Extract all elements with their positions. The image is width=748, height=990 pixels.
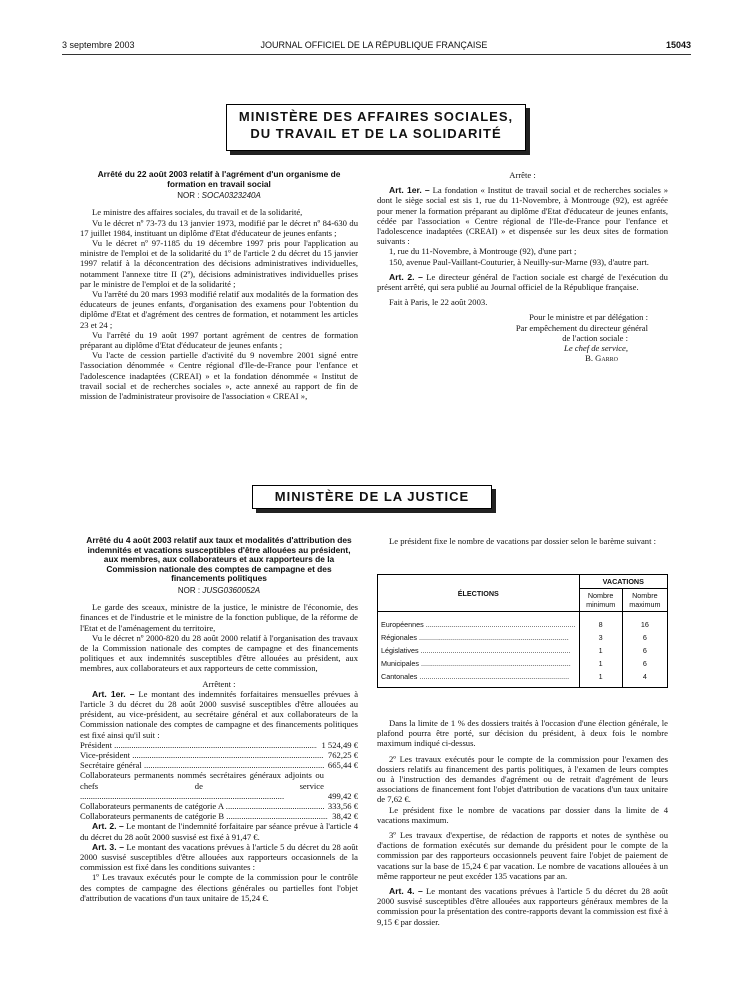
amount-value: 665,44 € (327, 760, 358, 771)
decree1-left-column (80, 170, 358, 401)
amount-label: Collaborateurs permanents de catégorie B ..... (80, 811, 328, 821)
amount-label: Président ..... (80, 740, 317, 750)
amount-row (80, 811, 358, 821)
amount-label: Secrétaire général ..... (80, 760, 324, 770)
article-text: Le montant des indemnités forfaitaires mensuelles prévues à l'article 3 du décret du 28 août 2000 susvisé susceptibles d'être allouées au président, au vice-président, au secrétaire général et aux collaborateurs de la Commission nationale des comptes de campagne et des financements politiques est fixé ainsi qu'il suit : (80, 688, 359, 740)
amount-label: Collaborateurs permanents de catégorie A ..... (80, 801, 324, 811)
decree2-right-column-intro (377, 536, 668, 546)
article-label: Art. 1er. – (389, 185, 430, 196)
amount-row (80, 770, 358, 801)
amount-value: 762,25 € (327, 750, 358, 761)
paragraph: Vu l'arrêté du 20 mars 1993 modifié relatif aux modalités de la formation des éducateurs de jeunes enfants, d'organisation des examens pour l'obtention du diplôme d'Etat et d'agrément des centres de formation, et notamment les articles 23 et 24 ; (80, 289, 358, 330)
decree1-nor (80, 191, 358, 201)
signatory-name: B. Garro (585, 353, 618, 364)
paragraph: Vu le décret nº 73-73 du 13 janvier 1973, modifié par le décret nº 84-630 du 17 juillet 1984, instituant un diplôme d'Etat d'éducateur de jeunes enfants ; (80, 217, 358, 238)
row-max: 6 (622, 657, 667, 670)
row-label: Législatives ..... (381, 646, 576, 655)
table-row (378, 657, 668, 670)
ministry-heading-line2: DU TRAVAIL ET DE LA SOLIDARITÉ (250, 126, 502, 141)
row-max: 6 (622, 644, 667, 657)
paragraph: 2º Les travaux exécutés pour le compte de la commission pour l'examen des dossiers relatifs au financement des partis politiques, à l'examen de leurs comptes ou à l'instruction des demandes d'agrément ou de retrait d'agrément de leurs associations de financement font l'objet d'attribution de vacations d'un taux unitaire de 7,62 €. (377, 753, 668, 805)
row-min: 1 (579, 657, 622, 670)
article-text: Le montant de l'indemnité forfaitaire par séance prévue à l'article 4 du décret du 28 août 2000 susvisé est fixé à 91,47 €. (80, 821, 358, 842)
row-min: 1 (579, 644, 622, 657)
row-label: Municipales ..... (381, 659, 576, 668)
page-number: 15043 (665, 40, 691, 50)
arrete-heading: Arrête : (509, 170, 536, 180)
col-header-max: Nombre maximum (622, 589, 667, 612)
article-text: Le montant des vacations prévues à l'article 5 du décret du 28 août 2000 susvisé susceptibles d'être allouées aux rapporteurs occasionnels de la commission est fixé dans les conditions suivantes : (80, 841, 358, 873)
amount-label: Collaborateurs permanents nommés secrétaires généraux adjoints ou chefs de service ..... (80, 770, 324, 801)
table-intro: Le président fixe le nombre de vacations par dossier selon le barème suivant : (389, 536, 657, 546)
amount-value: 499,42 € (327, 790, 358, 801)
article-label: Art. 3. – (92, 841, 124, 852)
amount-row (80, 750, 358, 760)
decree1-title: Arrêté du 22 août 2003 relatif à l'agrément d'un organisme de formation en travail social (97, 169, 341, 189)
ministry-heading-line1: MINISTÈRE DES AFFAIRES SOCIALES, (238, 109, 514, 124)
paragraph: Vu le décret nº 97-1185 du 19 décembre 1997 pris pour l'application au ministre de l'emploi et de la solidarité du 1º de l'article 2 du décret du 15 janvier 1997 relatif à la déconcentration des décisions administratives individuelles, notamment l'annexe titre II (2º), décisions administratives individuelles prises par le ministre de l'emploi et de la solidarité ; (80, 238, 358, 289)
journal-title: JOURNAL OFFICIEL DE LA RÉPUBLIQUE FRANÇAISE (260, 40, 488, 50)
nor-code: SOCA0323240A (201, 191, 261, 201)
article-label: Art. 4. – (389, 886, 423, 897)
article-text: Le montant des vacations prévues à l'article 5 du décret du 28 août 2000 susvisé susceptibles d'être allouées aux rapporteurs généraux membres de la commission pour la présentation des contre-rapports devant la commission est fixé à 9,15 € par dossier. (377, 886, 668, 927)
table-row (378, 612, 668, 632)
article-1 (377, 185, 668, 246)
decree2-title: Arrêté du 4 août 2003 relatif aux taux et modalités d'attribution des indemnités et vacations susceptibles d'être allouées au président, aux membres, aux collaborateurs et aux rapporteurs de la Commission nationale des comptes de campagne et des financements politiques (86, 535, 352, 584)
table-row (378, 644, 668, 657)
row-min: 3 (579, 631, 622, 644)
row-label: Européennes ..... (381, 620, 576, 629)
article-2 (377, 272, 668, 292)
article-text: Le directeur général de l'action sociale est chargé de l'exécution du présent arrêté, qui sera publié au Journal officiel de la République française. (377, 271, 668, 293)
ministry-heading-line1: MINISTÈRE DE LA JUSTICE (274, 489, 470, 504)
row-max: 6 (622, 631, 667, 644)
article-label: Art. 1er. – (92, 688, 135, 699)
site-1: 1, rue du 11-Novembre, à Montrouge (92), d'une part ; (389, 246, 577, 257)
paragraph: Le ministre des affaires sociales, du travail et de la solidarité, (92, 207, 303, 218)
paragraph: Le garde des sceaux, ministre de la justice, le ministre de l'économie, des finances et de l'industrie et le ministre de la fonction publique, de la réforme de l'Etat et de l'aménagement du territoire, (80, 602, 358, 633)
signature-line: Pour le ministre et par délégation : (529, 312, 648, 323)
arretent-heading: Arrêtent : (202, 678, 236, 689)
col-header-elections: ÉLECTIONS (378, 575, 580, 612)
article-4 (377, 886, 668, 927)
amount-row (80, 760, 358, 770)
nor-label: NOR : (177, 585, 201, 595)
row-label: Cantonales ..... (381, 672, 576, 681)
decree2-left-column (80, 536, 358, 903)
header-date: 3 septembre 2003 (62, 40, 135, 50)
amount-row (80, 801, 358, 811)
signature-line: Par empêchement du directeur général (515, 322, 648, 333)
nor-label: NOR : (177, 191, 200, 201)
amount-row (80, 740, 358, 750)
decree2-nor (80, 586, 358, 596)
amount-value: 333,56 € (327, 801, 358, 812)
done-at: Fait à Paris, le 22 août 2003. (389, 297, 488, 308)
paragraph: Vu l'arrêté du 19 août 1997 portant agrément de centres de formation préparant au diplôme d'Etat d'éducateur de jeunes enfants ; (80, 329, 358, 351)
col-header-min: Nombre minimum (579, 589, 622, 612)
article-2 (80, 821, 358, 841)
vacations-table (377, 574, 668, 688)
row-max: 4 (622, 670, 667, 688)
article-3 (80, 842, 358, 873)
signature-line: de l'action sociale : (562, 332, 628, 343)
paragraph: 3º Les travaux d'expertise, de rédaction de rapports et notes de synthèse ou d'actions de formation exécutés sur demande du président pour le compte de la commission par des rapporteurs occasionnels peuvent faire l'objet de paiement de vacations sur la base de 15,24 € par vacation. Le nombre de vacations allouées à un même rapporteur ne peut excéder 135 vacations par an. (377, 830, 668, 881)
col-header-vacations: VACATIONS (579, 575, 667, 589)
article-label: Art. 2. – (389, 271, 423, 282)
decree2-right-column (377, 718, 668, 927)
ministry-heading-social (226, 104, 526, 151)
site-2: 150, avenue Paul-Vaillant-Couturier, à Neuilly-sur-Marne (93), d'autre part. (389, 256, 649, 267)
ministry-heading-justice (252, 485, 492, 509)
paragraph: Dans la limite de 1 % des dossiers traités à l'occasion d'une élection générale, le plafond pourra être porté, sur décision du président, à deux fois le nombre maximum indiqué ci-dessus. (377, 718, 668, 749)
header-rule (62, 54, 691, 55)
paragraph: Le président fixe le nombre de vacations par dossier dans la limite de 4 vacations maximum. (377, 804, 668, 825)
signature-line: Le chef de service, (564, 343, 628, 354)
paragraph: Vu l'acte de cession partielle d'activité du 9 novembre 2001 signé entre l'association dénommée « Centre régional d'Ile-de-France pour l'enfance et l'adolescence inadaptées (CREAI) » et la fondation dénommée « Institut de travail social et de recherches sociales », acte annexé au rapport de fin de mission de l'administrateur provisoire de l'association « CREAI », (80, 350, 358, 402)
article-3-item-1: 1º Les travaux exécutés pour le compte de la commission pour le contrôle des comptes de campagne des élections générales ou partielles font l'objet d'attribution de vacations d'un taux unitaire de 15,24 €. (80, 872, 358, 903)
article-1 (80, 689, 358, 740)
amount-label: Vice-président ..... (80, 750, 324, 760)
row-label: Régionales ..... (381, 633, 576, 642)
decree1-right-column (377, 170, 668, 363)
row-min: 1 (579, 670, 622, 688)
nor-code: JUSG0360052A (202, 585, 261, 595)
row-min: 8 (579, 612, 622, 632)
row-max: 16 (622, 612, 667, 632)
amount-value: 38,42 € (332, 811, 358, 822)
article-text: La fondation « Institut de travail social et de recherches sociales » dont le siège social est sis 1, rue du 11-Novembre, à Montrouge (92), est agréée pour mener la formation préparant au diplôme d'Etat d'éducateur de jeunes enfants, cédée par l'association « Centre régional de l'Ile-de-France pour l'enfance et l'adolescence inadaptées (CREAI) » et dispensée sur les deux sites de formation suivants : (377, 185, 669, 247)
paragraph: Vu le décret nº 2000-820 du 28 août 2000 relatif à l'organisation des travaux de la Commission nationale des comptes de campagne et des financements politiques et aux indemnités susceptibles d'être allouées au président, aux membres, aux collaborateurs et aux rapporteurs de cette commission, (80, 632, 358, 674)
article-label: Art. 2. – (92, 821, 124, 832)
amount-value: 1 524,49 € (321, 739, 358, 750)
table-row (378, 631, 668, 644)
table-row (378, 670, 668, 688)
